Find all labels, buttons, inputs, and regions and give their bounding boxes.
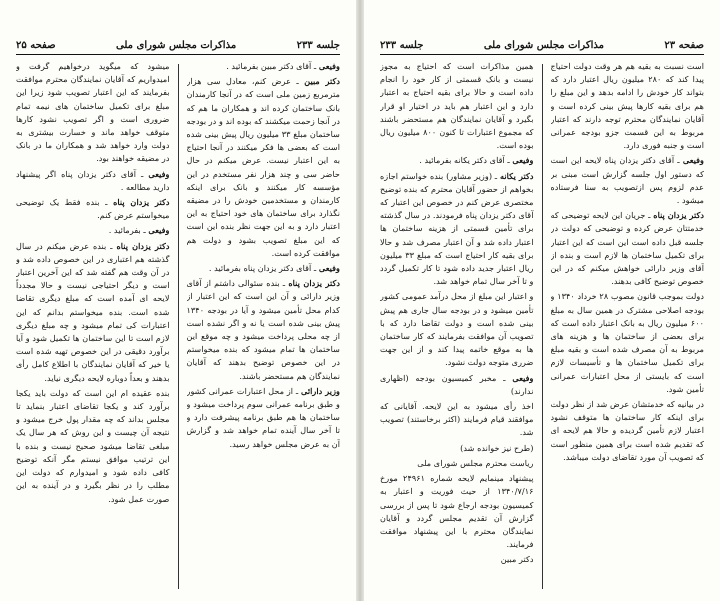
speaker-name: وفیعی xyxy=(148,225,170,236)
paragraph-text: (طرح نیز خوانده شد) xyxy=(460,442,534,453)
paragraph xyxy=(187,75,341,260)
paragraph-text: ـ آقای دکتر یزدان پناه لایحه این است که دستور اول جلسه گزارش است مبنی بر عدم لزوم پس ازتصویب به سنا فرستاده میشود . xyxy=(550,155,704,206)
paragraph-text: در بیانیه که خدمتشان عرض شد از نظر دولت برای اینکه کار ساختمان ها متوقف نشود اعتبار لازم تأمین گردیده و حالا هم لایحه ای که تقدیم شده است برای همین منظور است که تصویب آن مورد تقاضای دولت میباشد. xyxy=(550,399,704,462)
left-page-number: صفحه ۲۵ xyxy=(16,39,56,51)
paragraph xyxy=(380,170,534,289)
speaker-name: دکتر مبین xyxy=(304,76,340,87)
speaker-name: دکتر یزدان پناه xyxy=(113,197,170,208)
speaker-name: دکتر یزدان پناه xyxy=(653,210,704,221)
book-gutter xyxy=(356,0,364,601)
paragraph-text: ـ مخبر کمیسیون بودجه (اظهاری ندارند) xyxy=(380,372,534,396)
column-rule xyxy=(542,64,543,589)
paragraph xyxy=(16,387,170,506)
right-page-right-column xyxy=(551,60,705,593)
right-running-title: مذاکرات مجلس شورای ملی xyxy=(483,39,604,51)
paragraph-text: بنده عقیده ام این است که دولت باید یکجا برآورد کند و یکجا تقاضای اعتبار بنماید تا مجلس بداند که چه مقدار پول خرج میشود و نتیجه آن چیست و این روش که هر سال یک مبلغی تقاضا میشود صحیح نیست و بنده با این ترتیب موافق نیستم مگر آنکه توضیح کافی داده شود و امیدوارم که دولت این مطلب را در نظر بگیرد و در آینده به این صورت عمل شود. xyxy=(16,387,170,504)
paragraph xyxy=(187,385,341,451)
paragraph xyxy=(551,209,705,288)
paragraph-text: ـ آقای دکتر یزدان پناه بفرمائید . xyxy=(208,263,317,274)
speaker-name: وزیر دارائی xyxy=(301,385,340,396)
paragraph xyxy=(380,553,534,566)
paragraph xyxy=(187,60,341,73)
right-page-columns xyxy=(380,60,704,593)
paragraph-text: ـ از محل اعتبارات عمرانی کشور و طبق برنامه عمرانی سوم پرداخت میشود و ساختمان ها هم طبق برنامه پیشرفت دارد و تا آخر سال آینده تمام خواهد شد و گزارش آن به عرض مجلس خواهد رسید. xyxy=(186,385,340,449)
paragraph xyxy=(551,154,705,207)
paragraph-text: همین مذاکرات است که احتیاج به مجوز نیست و بانک قسمتی از کار خود را انجام داده است و حالا برای بقیه احتیاج به اعتبار دارد و این اعتبار هم باید در اختیار او قرار بگیرد و آقایان نمایندگان هم مستحضر باشند که مجموع اعتبارات تا کنون ۸۰۰ میلیون ریال بوده است. xyxy=(380,61,534,151)
paragraph-text: ریاست محترم مجلس شورای ملی xyxy=(417,457,534,468)
right-session-number: جلسه ۲۳۳ xyxy=(380,39,424,51)
paragraph xyxy=(551,290,705,396)
speaker-name: دکتر یکانه xyxy=(499,170,534,181)
paragraph-text: و اعتبار این مبلغ از محل درآمد عمومی کشور تأمین میشود و در بودجه سال جاری هم پیش بینی شده است و دولت تقاضا دارد که با تصویب آن موافقت بفرمایند که کار ساختمان ها به موقع خاتمه پیدا کند و از این جهت ضرری متوجه دولت نشود. xyxy=(380,291,534,368)
speaker-name: وفیعی xyxy=(318,61,340,71)
right-page-header xyxy=(380,36,704,55)
paragraph xyxy=(187,277,341,383)
paragraph-text: ـ جریان این لایحه توضیحی که خدمتتان عرض کرده و توضیحی که دولت در جلسه قبل داده است این است که این اعتبار برای تکمیل ساختمان ها لازم است و بنده از آقای وزیر دارائی خواهش میکنم که در این خصوص توضیح کافی بدهند. xyxy=(550,210,704,287)
speaker-name: وفیعی xyxy=(318,263,340,274)
left-page-right-column xyxy=(187,60,341,593)
speaker-name: وفیعی xyxy=(148,168,170,179)
right-page-left-column xyxy=(380,60,534,593)
paragraph xyxy=(187,262,341,275)
paragraph xyxy=(380,472,534,551)
paragraph-text: دکتر مبین xyxy=(500,554,534,565)
left-page-left-column xyxy=(16,60,170,593)
paragraph xyxy=(380,400,534,440)
paragraph-text: ـ بنده سئوالی داشتم از آقای وزیر دارائی و آن این است که این اعتبار از کدام محل تأمین میشود و آیا در بودجه ۱۳۴۰ پیش بینی شده است یا نه و اگر نشده است از چه محلی پرداخت میشود و چه موقع این ساختمان ها تمام میشود که بنده میخواستم در این خصوص توضیح بدهند که آقایان نمایندگان هم مستحضر باشند. xyxy=(186,278,340,381)
paragraph-text: میشود که میگوید درخواهیم گرفت و امیدواریم که آقایان نمایندگان محترم موافقت بفرمایند که این اعتبار تصویب شود زیرا این مبلغ برای تکمیل ساختمان های نیمه تمام ضروری است و اگر تصویب نشود کارها متوقف خواهد ماند و خسارت بیشتری به دولت وارد خواهد شد و همکاران ما در بانک در مضیقه خواهند بود. xyxy=(16,61,170,164)
paragraph xyxy=(380,60,534,152)
paragraph-text: ـ عرض کنم، معادل سی هزار مترمربع زمین ملی است که در آنجا کارمندان بانک ساختمان کرده اند و همکاران ما هم که در آنجا زحمت میکشند که بوده اند و در بودجه ساختمان مبلغ ۳۳ میلیون ریال پیش بینی شده است که بعضی ها فکر میکنند در آنجا احتیاج به این اعتبار نیست. عرض میکنم در حال حاضر سی و چند هزار نفر مستخدم در این مؤسسه کار میکنند و بانک برای اینکه کارمندان و مستخدمین خودش را در مضیقه نگذارد برای ساختمان های خود احتیاج به این اعتبار دارد و به این جهت نظر بنده این است که این مبلغ تصویب بشود و دولت هم موافقت کرده است. xyxy=(186,76,340,258)
right-page xyxy=(364,0,720,601)
column-rule xyxy=(178,64,179,589)
paragraph-text: ـ آقای دکتر یزدان پناه اگر پیشنهاد دارید مطالعه . xyxy=(16,168,170,192)
paragraph xyxy=(16,60,170,166)
speaker-name: دکتر یزدان پناه xyxy=(116,240,170,251)
paragraph-text: دولت بموجب قانون مصوب ۲۸ خرداد ۱۳۴۰ و بودجه اصلاحی مشترک در همین سال به مبلغ ۶۰۰ میلیون ریال به بانک اعتبار داده است که برای بعضی از ساختمان ها و هزینه های مربوط به آن مصرف شده است و بقیه مبلغ برای تکمیل ساختمان ها و تأسیسات لازم است که بایستی از محل اعتبارات عمرانی تأمین شود. xyxy=(550,291,704,394)
paragraph-text: اخذ رأی میشود به این لایحه. آقایانی که موافقند قیام فرمایند (اکثر برخاستند) تصویب شد. xyxy=(380,401,534,438)
paragraph xyxy=(380,372,534,398)
paragraph-text: ـ (وزیر مشاور) بنده خواستم اجازه بخواهم از حضور آقایان محترم که بنده توضیح مختصری عرض کنم در خصوص این اعتبار که آقای دکتر یزدان پناه فرمودند. در سال گذشته برای تأمین قسمتی از هزینه ساختمان ها اعتبار داده شد و آن اعتبار مصرف شد و حالا برای بقیه کار احتیاج است که مبلغ ۳۳ میلیون ریال اعتبار جدید داده شود تا کار تکمیل گردد و تا آخر سال تمام خواهد شد. xyxy=(380,170,534,287)
left-page-header xyxy=(16,36,340,55)
paragraph xyxy=(380,154,534,167)
left-running-title: مذاکرات مجلس شورای ملی xyxy=(116,39,237,51)
paragraph xyxy=(16,224,170,237)
speaker-name: دکتر یزدان پناه xyxy=(288,278,340,289)
speaker-name: وفیعی xyxy=(512,372,534,383)
paragraph-text: ـ بنده فقط یک توضیحی میخواستم عرض کنم. xyxy=(16,197,170,221)
paragraph-text: ـ بفرمائید . xyxy=(108,225,146,236)
paragraph xyxy=(16,196,170,222)
left-page xyxy=(0,0,356,601)
paragraph xyxy=(380,290,534,369)
left-page-columns xyxy=(16,60,340,593)
left-session-number: جلسه ۲۳۳ xyxy=(296,39,340,51)
paragraph-text: است نسبت به بقیه هم هر وقت دولت احتیاج پیدا کند که ۲۸۰ میلیون ریال اعتبار دارد که بتواند کار خودش را ادامه بدهد و این مبلغ را هم برای بقیه کارها پیش بینی کرده است و آقایان نمایندگان محترم توجه دارند که اعتبار مربوط به این قسمت جزو بودجه عمرانی است و جنبه فوری دارد. xyxy=(550,61,704,151)
paragraph-text: ـ آقای دکتر یکانه بفرمائید . xyxy=(419,155,510,166)
paragraph xyxy=(551,398,705,464)
speaker-name: وفیعی xyxy=(682,155,704,166)
paragraph xyxy=(380,442,534,455)
paragraph xyxy=(16,240,170,385)
paragraph-text: ـ بنده عرض میکنم در سال گذشته هم اعتباری در این خصوص داده شد و در آن وقت هم گفته شد که این آخرین اعتبار است و دیگر احتیاجی نیست و حالا مجدداً لایحه ای آمده است که مبلغ دیگری تقاضا شده است. بنده میخواستم بدانم که این اعتبارات کی تمام میشود و چه مبلغ دیگری لازم است تا این ساختمان ها تکمیل شود و آیا برآورد دقیقی در این خصوص تهیه شده است یا خیر که آقایان نمایندگان با اطلاع کامل رأی بدهند و بعداً دوباره لایحه دیگری نیاید. xyxy=(16,240,170,383)
speaker-name: وفیعی xyxy=(512,155,534,166)
paragraph-text: پیشنهاد مینمایم لایحه شماره ۲۴۹۶۱ مورخ ۱۳۴۰/۷/۱۶ از حیث فوریت و اعتبار به کمیسیون بودجه ارجاع شود تا پس از بررسی گزارش آن تقدیم مجلس گردد و آقایان نمایندگان محترم با این پیشنهاد موافقت فرمایند. xyxy=(380,473,534,550)
paragraph xyxy=(551,60,705,152)
paragraph-text: ـ آقای دکتر مبین بفرمائید . xyxy=(226,61,317,71)
paragraph xyxy=(380,457,534,470)
right-page-number: صفحه ۲۳ xyxy=(664,39,704,51)
paragraph xyxy=(16,168,170,194)
